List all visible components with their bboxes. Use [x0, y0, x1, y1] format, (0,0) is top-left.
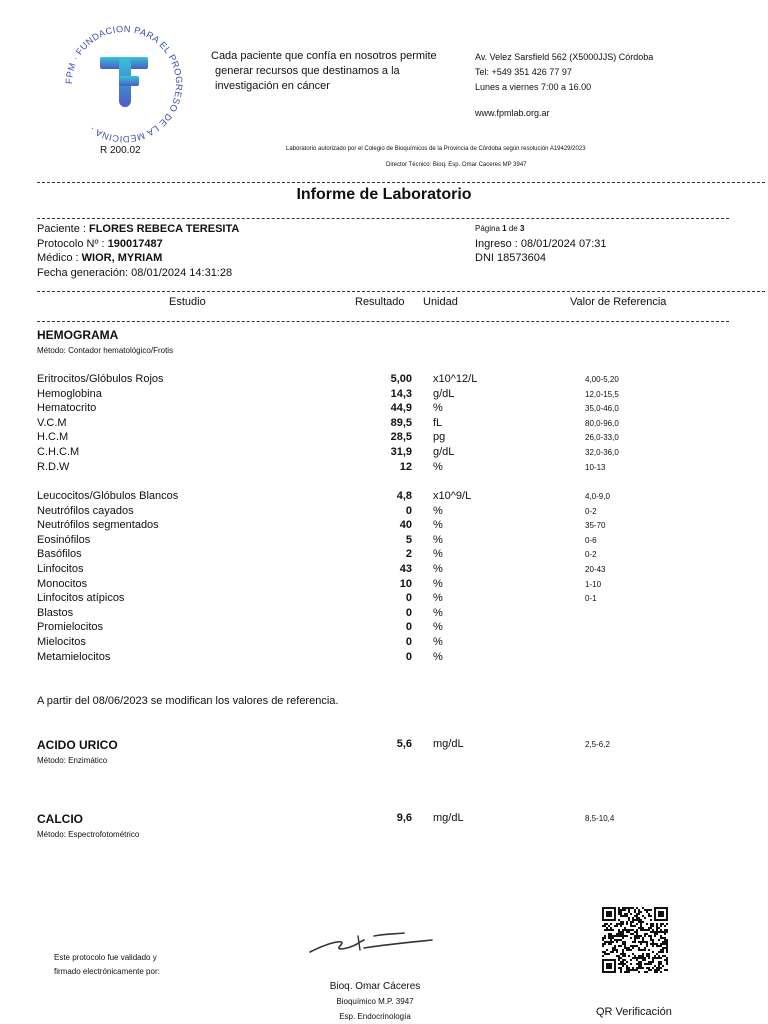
col-header-estudio: Estudio: [169, 296, 206, 308]
patient-label: Paciente :: [37, 223, 86, 235]
qr-verification-label: QR Verificación: [596, 1006, 672, 1018]
result-name: Linfocitos atípicos: [37, 592, 125, 605]
result-reference: 26,0-33,0: [585, 433, 619, 443]
result-unit: x10^9/L: [433, 490, 472, 502]
result-unit: g/dL: [433, 446, 455, 458]
mission-line-2: generar recursos que destinamos a la: [215, 65, 400, 77]
result-value: 5,6: [396, 738, 412, 750]
divider: [37, 291, 765, 292]
section-title-calcio: CALCIO: [37, 812, 83, 826]
result-value: 40: [399, 519, 412, 532]
result-row: [0, 563, 768, 578]
result-unit: x10^12/L: [433, 373, 478, 385]
signer-name: Bioq. Omar Cáceres: [329, 981, 421, 992]
contact-block: [475, 50, 653, 95]
result-row: [0, 446, 768, 461]
result-reference: 2,5-6,2: [585, 740, 610, 749]
result-value: 5: [405, 533, 412, 546]
mission-text: [211, 49, 461, 94]
result-value: 9,6: [396, 812, 412, 824]
mission-line-1: Cada paciente que confía en nosotros permite: [211, 50, 437, 62]
mission-line-3: investigación en cáncer: [215, 80, 330, 92]
result-reference: 35-70: [585, 521, 606, 531]
result-unit: %: [433, 563, 443, 575]
admission-date: Ingreso : 08/01/2024 07:31: [475, 237, 607, 250]
calcio-result-row: [0, 812, 768, 827]
report-title: Informe de Laboratorio: [296, 186, 472, 203]
result-reference: 12,0-15,5: [585, 389, 619, 399]
result-row: [0, 578, 768, 593]
result-reference: 0-2: [585, 506, 597, 516]
result-name: Linfocitos: [37, 563, 84, 575]
doctor-name: WIOR, MYRIAM: [81, 252, 163, 264]
opening-hours: Lunes a viernes 7:00 a 16.00: [475, 82, 592, 92]
patient-dni: DNI 18573604: [475, 252, 546, 264]
doctor-label: Médico :: [37, 252, 79, 264]
result-row: [0, 592, 768, 607]
result-value: 10: [399, 577, 412, 590]
signer-block: [300, 979, 450, 1024]
section-title-hemograma: HEMOGRAMA: [37, 328, 119, 342]
validation-line-1: Este protocolo fue validado y: [54, 953, 157, 962]
result-row: [0, 651, 768, 666]
result-row: [0, 534, 768, 549]
qr-code-icon[interactable]: [600, 906, 670, 974]
protocol-number: 190017487: [107, 237, 163, 250]
divider: [37, 182, 765, 183]
section-method-acido-urico: Método: Enzimático: [37, 756, 108, 765]
result-reference: 0-1: [585, 594, 597, 604]
divider: [37, 321, 729, 322]
result-value: 14,3: [390, 387, 412, 400]
col-header-resultado: Resultado: [355, 296, 405, 308]
result-unit: %: [433, 636, 443, 648]
result-reference: 35,0-46,0: [585, 404, 619, 414]
result-value: 0: [405, 504, 412, 517]
result-unit: %: [433, 460, 443, 473]
result-value: 44,9: [390, 402, 412, 415]
validation-line-2: firmado electrónicamente por:: [54, 967, 160, 976]
result-name: Eritrocitos/Glóbulos Rojos: [37, 373, 164, 385]
col-header-referencia: Valor de Referencia: [570, 296, 667, 308]
result-unit: fL: [433, 416, 443, 429]
signer-specialty: Esp. Endocrinología: [339, 1012, 411, 1021]
result-name: Neutrófilos cayados: [37, 504, 134, 517]
result-name: Hemoglobina: [37, 387, 102, 400]
generation-date: Fecha generación: 08/01/2024 14:31:28: [37, 266, 233, 279]
result-unit: mg/dL: [433, 812, 464, 824]
result-unit: %: [433, 577, 443, 590]
protocol-label: Protocolo Nº :: [37, 237, 105, 250]
reference-change-note: A partir del 08/06/2023 se modifican los valores de referencia.: [37, 695, 339, 707]
validation-text: [54, 951, 194, 979]
result-value: 0: [405, 621, 412, 634]
section-method-hemograma: Método: Contador hematológico/Frotis: [37, 346, 174, 355]
result-row: [0, 636, 768, 651]
result-row: [0, 548, 768, 563]
result-unit: %: [433, 504, 443, 517]
patient-name: FLORES REBECA TERESITA: [88, 223, 240, 235]
result-row: [0, 431, 768, 446]
result-value: 0: [405, 636, 412, 648]
result-row: [0, 388, 768, 403]
result-name: Leucocitos/Glóbulos Blancos: [37, 490, 179, 502]
result-reference: 80,0-96,0: [585, 418, 619, 428]
result-row: [0, 461, 768, 476]
website-link[interactable]: www.fpmlab.org.ar: [475, 108, 550, 118]
result-reference: 1-10: [585, 579, 602, 589]
result-name: C.H.C.M: [37, 446, 80, 458]
result-reference: 4,00-5,20: [585, 375, 619, 384]
result-value: 43: [399, 563, 412, 575]
result-value: 0: [405, 606, 412, 619]
result-name: Promielocitos: [37, 621, 104, 634]
result-value: 2: [405, 548, 412, 561]
result-value: 5,00: [390, 373, 412, 385]
result-name: Basófilos: [37, 548, 82, 561]
result-name: Mielocitos: [37, 636, 86, 648]
section-method-calcio: Método: Espectrofotométrico: [37, 830, 140, 839]
col-header-unidad: Unidad: [423, 296, 458, 308]
result-unit: pg: [433, 431, 446, 444]
result-unit: %: [433, 650, 443, 663]
result-name: Blastos: [37, 606, 74, 619]
result-value: 28,5: [390, 431, 412, 444]
divider: [37, 218, 729, 219]
patient-info: [37, 222, 239, 280]
result-value: 89,5: [390, 416, 412, 429]
result-unit: %: [433, 606, 443, 619]
result-unit: %: [433, 402, 443, 415]
result-row: [0, 490, 768, 505]
result-row: [0, 621, 768, 636]
signer-title: Bioquímico M.P. 3947: [336, 997, 414, 1006]
result-value: 0: [405, 650, 412, 663]
result-unit: %: [433, 621, 443, 634]
admission-info: [475, 222, 607, 266]
result-unit: %: [433, 592, 443, 605]
result-reference: 8,5-10,4: [585, 814, 615, 823]
result-name: V.C.M: [37, 416, 67, 429]
result-name: Monocitos: [37, 577, 88, 590]
result-row: [0, 373, 768, 388]
result-row: [0, 607, 768, 622]
section-title-acido-urico: ACIDO URICO: [37, 738, 118, 752]
form-code: R 200.02: [100, 145, 141, 156]
address: Av. Velez Sarsfield 562 (X5000JJS) Córdoba: [475, 52, 654, 62]
result-row: [0, 519, 768, 534]
result-name: Eosinófilos: [37, 533, 91, 546]
authorization-text: Laboratorio autorizado por el Colegio de Bioquímicos de la Provincia de Córdoba según resolución A19429/2023: [286, 146, 586, 152]
fpm-logo: [64, 24, 184, 144]
page-indicator: Página 1 de 3: [475, 224, 525, 233]
result-reference: 0-2: [585, 550, 597, 560]
result-reference: 20-43: [585, 565, 606, 574]
result-value: 4,8: [396, 490, 412, 502]
acido-urico-result-row: [0, 738, 768, 753]
result-reference: 10-13: [585, 462, 606, 472]
result-value: 12: [399, 460, 412, 473]
result-name: Neutrófilos segmentados: [37, 519, 159, 532]
result-reference: 4,0-9,0: [585, 492, 610, 501]
result-unit: %: [433, 548, 443, 561]
result-row: [0, 402, 768, 417]
result-reference: 0-6: [585, 535, 597, 545]
result-unit: %: [433, 519, 443, 532]
result-name: Metamielocitos: [37, 650, 111, 663]
result-name: Hematocrito: [37, 402, 97, 415]
result-row: [0, 417, 768, 432]
result-reference: 32,0-36,0: [585, 448, 619, 457]
logo-ring-text: FPM · FUNDACION PARA EL PROGRESO DE LA MEDICINA ·: [64, 24, 184, 144]
phone: Tel: +549 351 426 77 97: [475, 67, 572, 77]
result-value: 0: [405, 592, 412, 605]
result-value: 31,9: [390, 446, 412, 458]
handwritten-signature: [300, 906, 440, 976]
result-row: [0, 505, 768, 520]
result-name: R.D.W: [37, 460, 70, 473]
result-name: H.C.M: [37, 431, 69, 444]
technical-director: Director Técnico: Bioq. Esp. Omar Caceres MP 3947: [386, 162, 527, 168]
result-unit: %: [433, 533, 443, 546]
result-unit: mg/dL: [433, 738, 464, 750]
result-unit: g/dL: [433, 387, 455, 400]
